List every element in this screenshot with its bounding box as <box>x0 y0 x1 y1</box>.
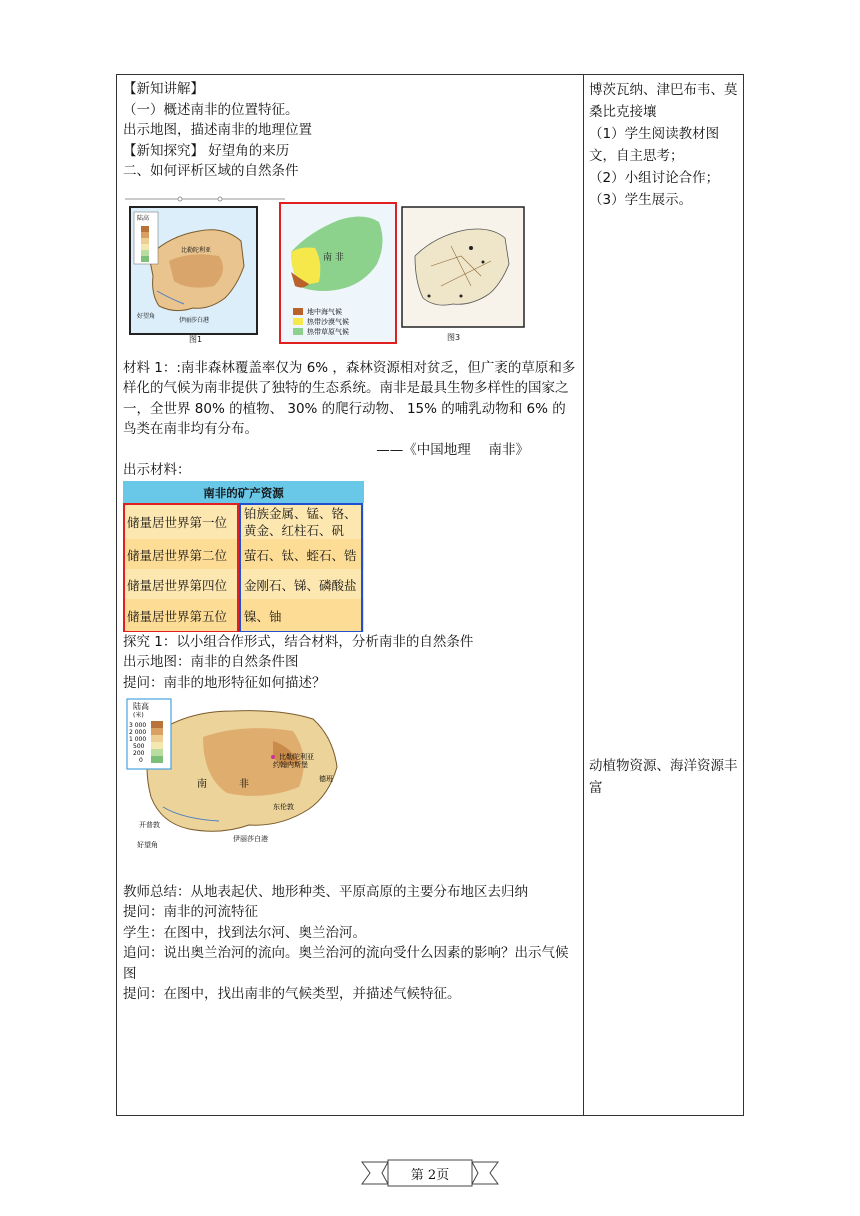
svg-text:南 非: 南 非 <box>323 252 344 263</box>
svg-text:1 000: 1 000 <box>129 736 147 743</box>
follow-up-question: 追问：说出奥兰治河的流向。奥兰治河的流向受什么因素的影响？出示气候图 <box>123 945 569 982</box>
svg-text:比勒陀利亚: 比勒陀利亚 <box>279 753 314 761</box>
svg-text:陆高: 陆高 <box>133 702 149 711</box>
side-resources-note: 动植物资源、海洋资源丰富 <box>589 758 738 796</box>
mineral-rank-1: 储量居世界第一位 <box>127 514 228 530</box>
mineral-items-2: 萤石、钛、蛭石、锆 <box>244 547 357 563</box>
mineral-items-3: 金刚石、锑、磷酸盐 <box>244 577 357 593</box>
svg-text:伊丽莎白港: 伊丽莎白港 <box>233 835 268 843</box>
svg-text:德班: 德班 <box>319 775 333 783</box>
question-climate: 提问：在图中，找出南非的气候类型，并描述气候特征。 <box>123 986 461 1002</box>
mineral-rank-2: 储量居世界第二位 <box>127 547 228 563</box>
figure-row <box>123 198 579 348</box>
svg-text:比勒陀利亚: 比勒陀利亚 <box>181 246 212 254</box>
lesson-table <box>116 74 744 1116</box>
show-material-label: 出示材料： <box>123 462 191 478</box>
side-step-1: （1）学生阅读教材图文，自主思考； <box>589 126 720 164</box>
side-step-2: （2）小组讨论合作； <box>589 170 720 186</box>
teacher-summary: 教师总结：从地表起伏、地形种类、平原高原的主要分布地区去归纳 <box>123 883 528 900</box>
heading-new-knowledge: 【新知讲解】 <box>123 81 204 97</box>
figure-3-caption: 图3 <box>447 332 461 342</box>
svg-text:0: 0 <box>139 757 143 764</box>
side-neighbors: 博茨瓦纳、津巴布韦、莫桑比克接壤 <box>589 82 738 120</box>
material-source: ——《中国地理 南非》 <box>376 441 529 458</box>
mineral-rank-3: 储量居世界第四位 <box>127 577 228 593</box>
heading-explore: 【新知探究】 好望角的来历 <box>123 142 290 159</box>
svg-text:东伦敦: 东伦敦 <box>273 803 294 811</box>
question-rivers: 提问：南非的河流特征 <box>123 904 258 920</box>
divider-line-icon <box>125 196 285 202</box>
mineral-rank-4: 储量居世界第五位 <box>127 608 228 624</box>
svg-text:热带沙漠气候: 热带沙漠气候 <box>307 317 349 326</box>
svg-text:伊丽莎白港: 伊丽莎白港 <box>179 316 210 324</box>
show-map-natural: 出示地图：南非的自然条件图 <box>123 654 299 670</box>
mineral-table-title: 南非的矿产资源 <box>203 485 284 500</box>
svg-text:开普敦: 开普敦 <box>139 821 160 829</box>
mineral-items-1: 铂族金属、锰、铬、黄金、红柱石、矾 <box>244 505 357 538</box>
svg-text:2 000: 2 000 <box>129 729 147 736</box>
svg-text:地中海气候: 地中海气候 <box>307 307 342 316</box>
figure-1-caption: 图1 <box>189 334 203 344</box>
page-footer <box>360 1158 500 1188</box>
svg-text:好望角: 好望角 <box>137 841 158 849</box>
material-1-text: 材料 1：:南非森林覆盖率仅为 6% ，森林资源相对贫乏，但广袤的草原和多样化的气候为南非提供了独特的生态系统。南非是最具生物多样性的国家之一，全世界 80% 的植物、 30% 的爬行动物、 15% 的哺乳动物和 6% 的鸟类在南非均有分布。 <box>123 359 576 437</box>
svg-text:3 000: 3 000 <box>129 722 147 729</box>
side-step-3: （3）学生展示。 <box>589 192 693 208</box>
svg-text:南: 南 <box>197 779 207 790</box>
explore-1-text: 探究 1：以小组合作形式，结合材料，分析南非的自然条件 <box>123 633 474 650</box>
question-terrain: 提问：南非的地形特征如何描述？ <box>123 674 326 691</box>
student-answer: 学生：在图中，找到法尔河、奥兰治河。 <box>123 924 366 941</box>
svg-text:200: 200 <box>133 750 145 757</box>
column-divider <box>583 75 584 1115</box>
svg-text:约翰内斯堡: 约翰内斯堡 <box>273 761 308 769</box>
mineral-resources-table <box>123 481 364 632</box>
svg-text:陆高: 陆高 <box>137 214 150 222</box>
text-show-map: 出示地图，描述南非的地理位置 <box>123 122 312 138</box>
mineral-items-4: 镍、铀 <box>244 608 282 624</box>
terrain-map <box>123 697 579 864</box>
side-column <box>589 79 741 211</box>
svg-text:热带草原气候: 热带草原气候 <box>307 327 349 336</box>
page-number: 第 2页 <box>410 1168 450 1183</box>
svg-text:(米): (米) <box>133 712 144 719</box>
section-natural-conditions: 二、如何评析区域的自然条件 <box>123 163 299 179</box>
figure-1-elevation-map <box>129 206 269 351</box>
svg-text:非: 非 <box>239 779 249 790</box>
svg-text:好望角: 好望角 <box>137 312 156 320</box>
section-location: （一）概述南非的位置特征。 <box>123 101 299 118</box>
figure-2-climate-map <box>279 202 397 344</box>
main-column <box>123 79 579 1005</box>
svg-text:500: 500 <box>133 743 145 750</box>
figure-3-city-map <box>401 206 525 349</box>
